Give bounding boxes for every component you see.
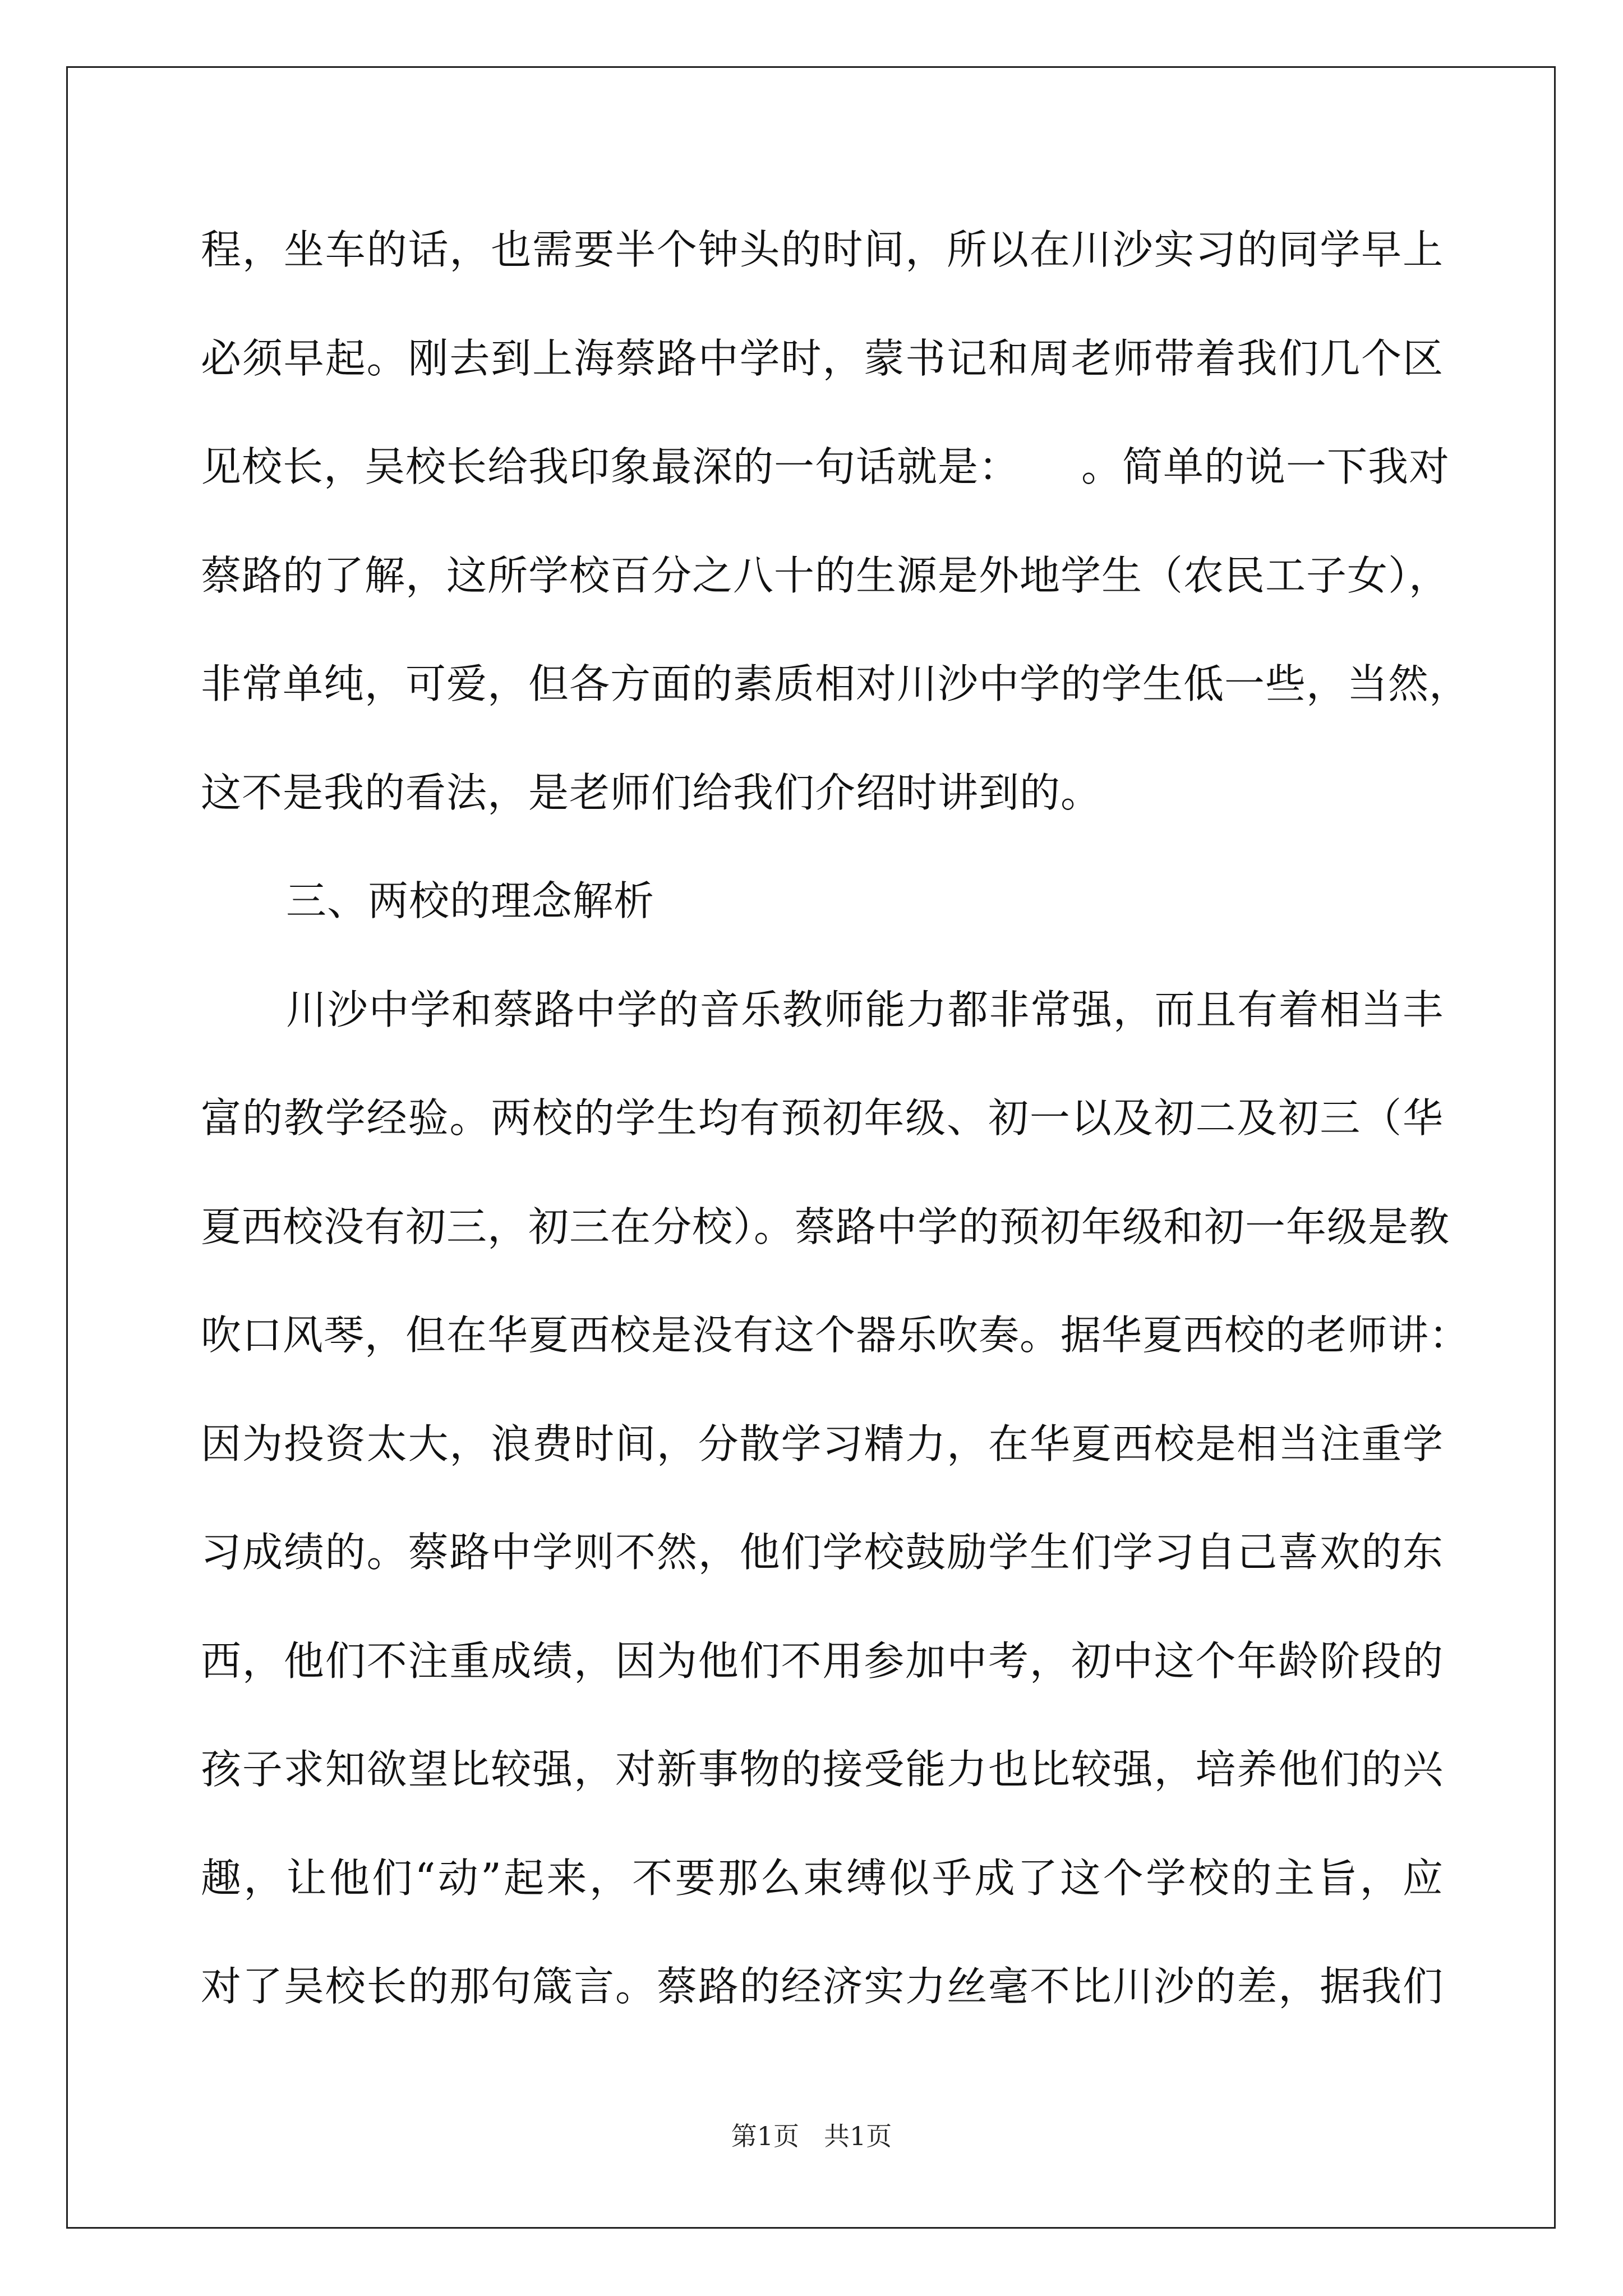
text-line: 非常单纯，可爱，但各方面的素质相对川沙中学的学生低一些，当然，: [201, 660, 1470, 707]
text-line: 西，他们不注重成绩，因为他们不用参加中考，初中这个年龄阶段的: [201, 1637, 1444, 1685]
text-line: 蔡路的了解，这所学校百分之八十的生源是外地学生（农民工子女），: [201, 551, 1450, 599]
text-line: 习成绩的。蔡路中学则不然，他们学校鼓励学生们学习自己喜欢的东: [201, 1529, 1444, 1576]
text-line: 程，坐车的话，也需要半个钟头的时间，所以在川沙实习的同学早上: [201, 226, 1444, 273]
text-line: 富的教学经验。两校的学生均有预初年级、初一以及初二及初三（华: [201, 1094, 1444, 1142]
page-footer: [0, 2119, 1623, 2153]
text-line: 这不是我的看法，是老师们给我们介绍时讲到的。: [201, 769, 1102, 816]
text-line: 夏西校没有初三，初三在分校）。蔡路中学的预初年级和初一年级是教: [201, 1203, 1450, 1250]
text-line: 孩子求知欲望比较强，对新事物的接受能力也比较强，培养他们的兴: [201, 1746, 1444, 1793]
text-line: 见校长，吴校长给我印象最深的一句话就是： 。简单的说一下我对: [201, 443, 1450, 490]
text-line: 吹口风琴，但在华夏西校是没有这个器乐吹奏。据华夏西校的老师讲：: [201, 1312, 1470, 1359]
page-total: 共1页: [824, 2121, 892, 2151]
text-line: 因为投资太大，浪费时间，分散学习精力，在华夏西校是相当注重学: [201, 1420, 1444, 1467]
section-heading: 三、两校的理念解析: [286, 877, 655, 924]
text-line: 对了吴校长的那句箴言。蔡路的经济实力丝毫不比川沙的差，据我们: [201, 1963, 1444, 2010]
document-body: [201, 222, 1470, 2067]
page-number: 第1页: [731, 2121, 799, 2151]
text-line: 川沙中学和蔡路中学的音乐教师能力都非常强，而且有着相当丰: [286, 986, 1444, 1033]
text-line: 趣，让他们“动”起来，不要那么束缚似乎成了这个学校的主旨，应: [201, 1854, 1444, 1902]
text-line: 必须早起。刚去到上海蔡路中学时，蒙书记和周老师带着我们几个区: [201, 334, 1444, 382]
